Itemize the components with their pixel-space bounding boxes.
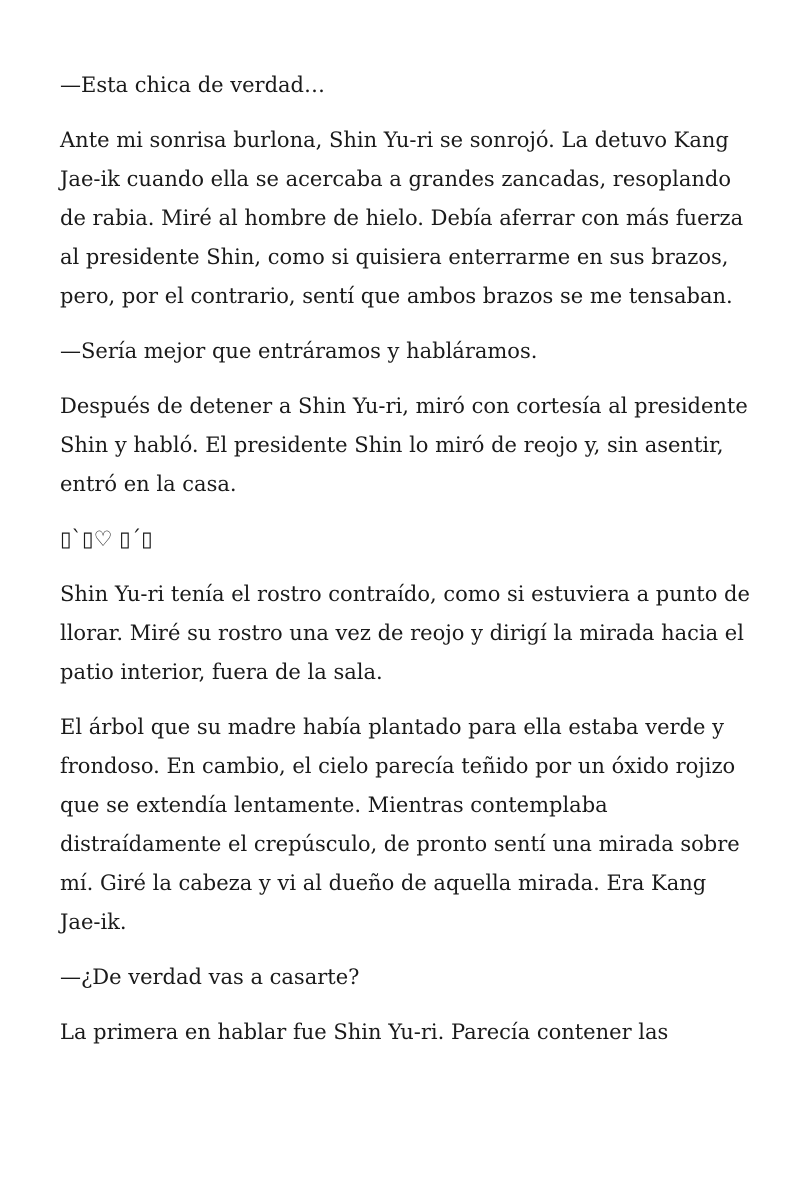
paragraph-narration-4: El árbol que su madre había plantado para ella estaba verde y frondoso. En cambio, el cielo parecía teñido por un óxido rojizo que se extendía lentamente. Mientras contemplaba distraídamente el crepúsculo, de pronto sentí una mirada sobre mí. Giré la cabeza y vi al dueño de aquella mirada. Era Kang Jae-ik.	[60, 715, 740, 934]
document-page	[60, 66, 750, 1068]
paragraph-dialogue-2: —Sería mejor que entráramos y habláramos.	[60, 339, 538, 363]
paragraph-narration-2: Después de detener a Shin Yu-ri, miró con cortesía al presidente Shin y habló. El presidente Shin lo miró de reojo y, sin asentir, entró en la casa.	[60, 394, 748, 496]
paragraph-narration-5: La primera en hablar fue Shin Yu-ri. Parecía contener las	[60, 1020, 669, 1044]
paragraph-narration-3: Shin Yu-ri tenía el rostro contraído, como si estuviera a punto de llorar. Miré su rostro una vez de reojo y dirigí la mirada hacia el patio interior, fuera de la sala.	[60, 582, 750, 684]
ornament-separator: ▯`▯♡ ▯´▯	[60, 527, 153, 551]
paragraph-dialogue-1: —Esta chica de verdad…	[60, 73, 325, 97]
paragraph-narration-1: Ante mi sonrisa burlona, Shin Yu-ri se sonrojó. La detuvo Kang Jae-ik cuando ella se acercaba a grandes zancadas, resoplando de rabia. Miré al hombre de hielo. Debía aferrar con más fuerza al presidente Shin, como si quisiera enterrarme en sus brazos, pero, por el contrario, sentí que ambos brazos se me tensaban.	[60, 128, 744, 308]
paragraph-dialogue-3: —¿De verdad vas a casarte?	[60, 965, 360, 989]
